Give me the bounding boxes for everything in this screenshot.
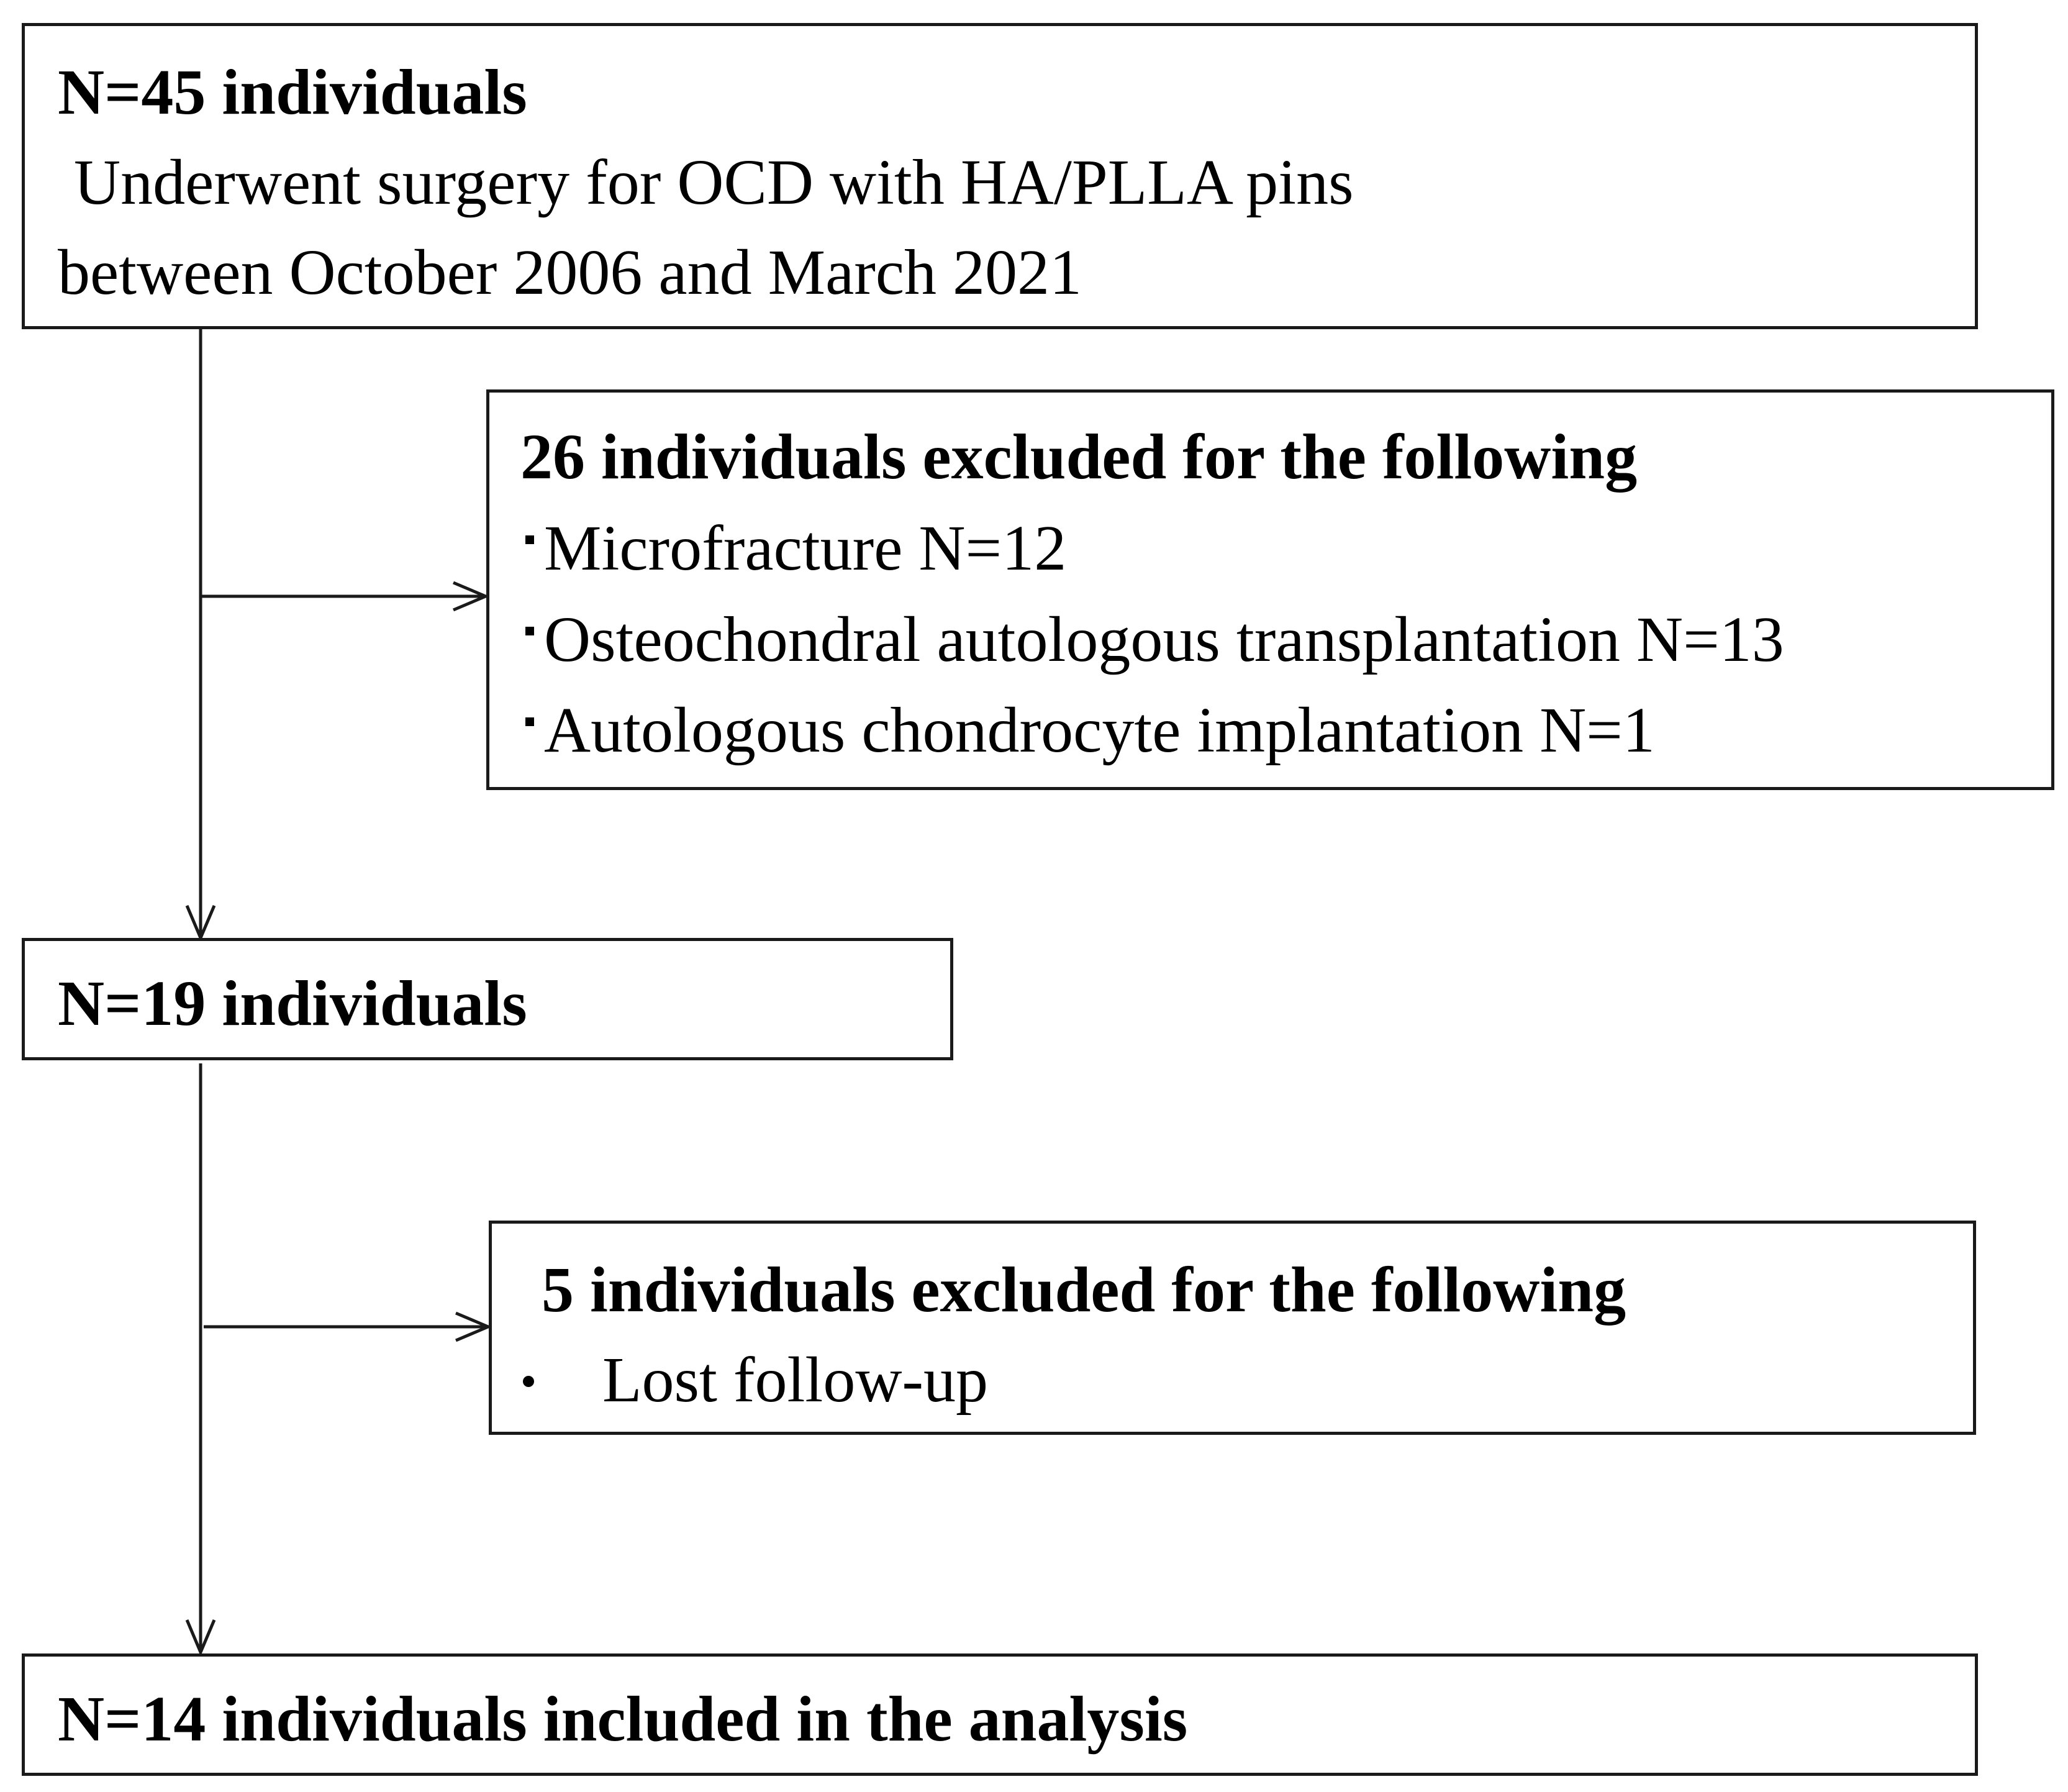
exclusion-2-item-label: Lost follow-up: [602, 1344, 989, 1416]
exclusion-1-item-label: Osteochondral autologous transplantation N=13: [544, 604, 1784, 675]
exclusion-1-title: 26 individuals excluded for the following: [520, 421, 1638, 493]
square-bullet-icon: [525, 627, 534, 635]
intermediate-cohort-title: N=19 individuals: [58, 968, 527, 1039]
exclusion-1-item-label: Autologous chondrocyte implantation N=1: [544, 694, 1655, 766]
exclusion-2-title: 5 individuals excluded for the following: [542, 1254, 1626, 1326]
exclusion-1-item: [525, 694, 1655, 766]
initial-cohort-box: [22, 23, 1978, 329]
final-cohort-box: [22, 1653, 1978, 1776]
exclusion-1-item: [525, 604, 1784, 675]
exclusion-1-item: [525, 512, 1067, 584]
exclusion-box-2: [489, 1221, 1976, 1435]
square-bullet-icon: [525, 535, 534, 544]
square-bullet-icon: [525, 717, 534, 726]
initial-cohort-description-line1: Underwent surgery for OCD with HA/PLLA pins: [58, 147, 1354, 218]
exclusion-box-1: [486, 389, 2054, 790]
intermediate-cohort-box: [22, 938, 953, 1060]
final-cohort-title: N=14 individuals included in the analysis: [58, 1683, 1188, 1755]
round-bullet-icon: [523, 1376, 534, 1387]
exclusion-1-item-label: Microfracture N=12: [544, 512, 1067, 584]
initial-cohort-description-line2: between October 2006 and March 2021: [58, 237, 1082, 308]
initial-cohort-title: N=45 individuals: [58, 57, 527, 128]
exclusion-2-item: [523, 1344, 989, 1416]
